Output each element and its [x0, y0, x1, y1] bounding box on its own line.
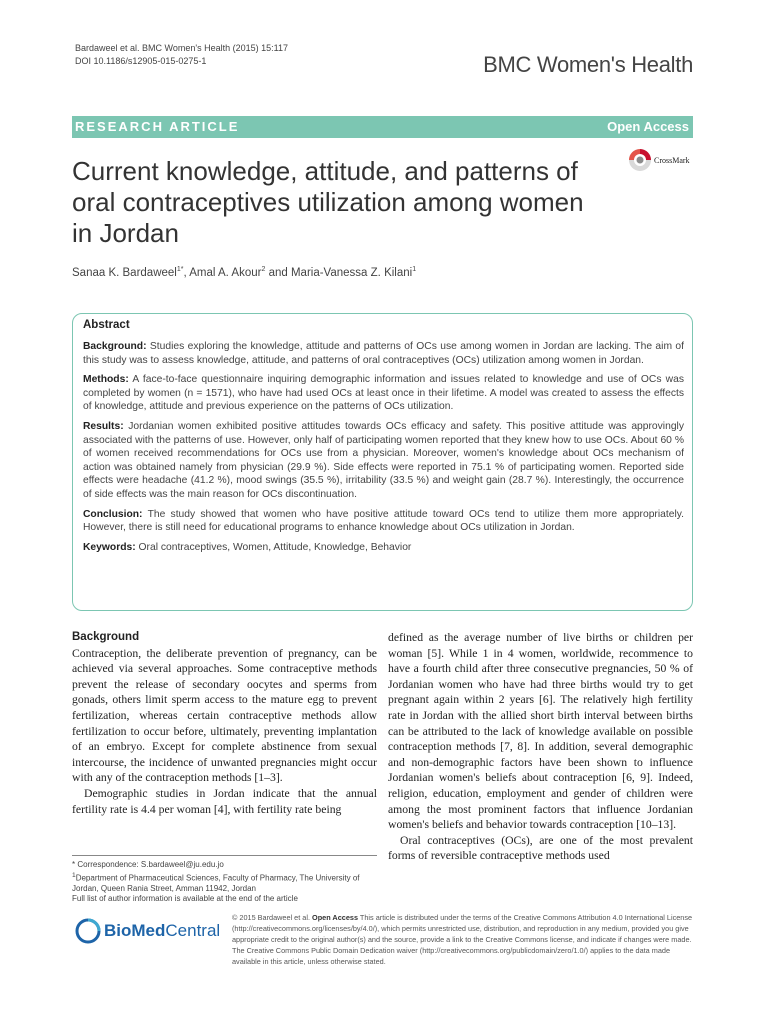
- abstract-section-text: Studies exploring the knowledge, attitude and patterns of OCs use among women in Jordan are lacking. The aim of this study was to assess knowledge, attitude, and patterns of oral contraceptives (OCs) utilization among women in Jordan.: [83, 341, 684, 366]
- abstract-section-label: Keywords:: [83, 541, 136, 553]
- body-paragraph: Demographic studies in Jordan indicate that the annual fertility rate is 4.4 per woman [4], with fertility rate being: [72, 786, 377, 816]
- abstract-section-label: Methods:: [83, 374, 129, 386]
- author-name[interactable]: Amal A. Akour: [189, 266, 262, 279]
- abstract-section-text: A face-to-face questionnaire inquiring demographic information and issues related to knowledge and use of OCs was completed by women (n = 1571), who have had used OCs at least once in their lifetime. A model was created to assess the effects of knowledge, attitude and previous experience on the patterns of OCs utilization.: [83, 374, 684, 413]
- author-affiliation-mark: 1*: [176, 266, 184, 273]
- abstract-heading: Abstract: [83, 319, 130, 331]
- abstract-section-label: Results:: [83, 420, 124, 432]
- author-affiliation-mark: 1: [412, 266, 417, 273]
- open-access-label: Open Access: [607, 119, 689, 134]
- biomed-central-logo[interactable]: [75, 918, 220, 944]
- abstract-conclusion: [83, 508, 684, 535]
- logo-text-biomed: BioMed: [104, 921, 166, 940]
- author-name[interactable]: Maria-Vanessa Z. Kilani: [290, 266, 413, 279]
- license-open-access: Open Access: [312, 913, 358, 922]
- abstract-section-text: Jordanian women exhibited positive attitudes towards OCs efficacy and safety. This positive attitude was approvingly associated with the patterns of use. However, only half of participating women reported that they knew how to use OCs. About 60 % of women received recommendations for OCs use from a physician. Moreover, women's knowledge about OCs mechanism of action was obtained namely from physician (29.9 %). Side effects were reported in 75.1 % of participating women. Reported side effects were headache (41.2 %), mood swings (35.5 %), irritability (33.5 %) and weight gain (28.7 %). Interestingly, the occurrence of side effects was the main reason for OCs discontinuation.: [83, 420, 684, 500]
- author-list: [72, 266, 416, 279]
- abstract-methods: [83, 373, 684, 414]
- citation-line: Bardaweel et al. BMC Women's Health (2015) 15:117: [75, 43, 288, 53]
- author-name[interactable]: Sanaa K. Bardaweel: [72, 266, 177, 279]
- body-paragraph: defined as the average number of live births or children per woman [5]. While 1 in 4 women, worldwide, recommence to have a fourth child after three consecutive pregnancies, 50 % of Jordanian women who have had three births would try to get pregnant again within 2 years [6]. The relatively high fertility rate in Jordan with the allied short birth interval between births can be attributed to the lack of knowledge available on possible contraception methods [7, 8]. In addition, several demographic and non-demographic factors have been shown to influence Jordanian women's beliefs about contraception [6, 9]. Indeed, religion, education, employment and gender of children were among the most prominent factors that influence Jordanian women's beliefs and behavior towards contraception [10–13].: [388, 631, 693, 832]
- footnotes: [72, 855, 377, 905]
- article-title: Current knowledge, attitude, and patterns of oral contraceptives utilization among women in Jordan: [72, 156, 584, 248]
- abstract-section-label: Background:: [83, 341, 147, 352]
- body-paragraph: Contraception, the deliberate prevention of pregnancy, can be achieved via several approaches. Some contraceptive methods prevent the release of secondary oocytes and sperms from gonads, others limit sperm access to the mature egg to prevent fertilization, whereas certain contraceptive methods allow fertilization to occur before, ultimately, preventing implantation of an embryo. Except for complete abstinence from sexual intercourse, the incidence of unwanted pregnancies might occur with any of the contraception methods [1–3].: [72, 646, 377, 785]
- crossmark-label: CrossMark: [654, 155, 690, 165]
- keywords-text: Oral contraceptives, Women, Attitude, Knowledge, Behavior: [138, 541, 412, 553]
- affiliation-mark: 1: [72, 871, 76, 879]
- license-prefix: © 2015 Bardaweel et al.: [232, 913, 313, 922]
- author-affiliation-mark: 2: [261, 266, 266, 273]
- body-column-right: [388, 630, 693, 864]
- correspondence-email[interactable]: * Correspondence: S.bardaweel@ju.edu.jo: [72, 860, 224, 869]
- biomed-central-icon: [75, 918, 101, 944]
- logo-text-central: Central: [165, 921, 221, 940]
- article-type-banner: [72, 116, 693, 138]
- abstract-box: [72, 313, 693, 611]
- author-separator: ,: [183, 266, 190, 279]
- body-column-left: [72, 630, 377, 817]
- abstract-background: [83, 340, 684, 367]
- journal-name: BMC Women's Health: [483, 52, 693, 77]
- license-text: [232, 912, 694, 967]
- affiliation-footnote: [72, 871, 377, 895]
- section-heading-background: Background: [72, 631, 140, 643]
- article-type-label: RESEARCH ARTICLE: [75, 119, 240, 134]
- body-paragraph: Oral contraceptives (OCs), are one of the most prevalent forms of reversible contraceptive methods used: [388, 833, 693, 863]
- license-body: This article is distributed under the terms of the Creative Commons Attribution 4.0 International License (http://creativecommons.org/licenses/by/4.0/), which permits unrestricted use, distribution, and reproduction in any medium, provided you give appropriate credit to the original author(s) and the source, provide a link to the Creative Commons license, and indicate if changes were made. The Creative Commons Public Domain Dedication waiver (http://creativecommons.org/publicdomain/zero/1.0/) applies to the data made available in this article, unless otherwise stated.: [232, 913, 693, 966]
- abstract-keywords: [83, 541, 684, 555]
- full-list-note: Full list of author information is available at the end of the article: [72, 894, 298, 904]
- doi-link[interactable]: DOI 10.1186/s12905-015-0275-1: [75, 56, 207, 66]
- abstract-section-label: Conclusion:: [83, 508, 143, 520]
- crossmark-badge[interactable]: [628, 148, 690, 172]
- abstract-section-text: The study showed that women who have positive attitude toward OCs tend to utilize them more appropriately. However, there is still need for educational programs to enhance knowledge about OCs utilization in Jordan.: [83, 508, 684, 534]
- citation: [75, 42, 288, 68]
- affiliation-text: Department of Pharmaceutical Sciences, Faculty of Pharmacy, The University of Jordan, Queen Rania Street, Amman 11942, Jordan: [72, 873, 360, 893]
- abstract-results: [83, 420, 684, 502]
- crossmark-icon: [628, 148, 652, 172]
- author-separator: and: [265, 266, 291, 279]
